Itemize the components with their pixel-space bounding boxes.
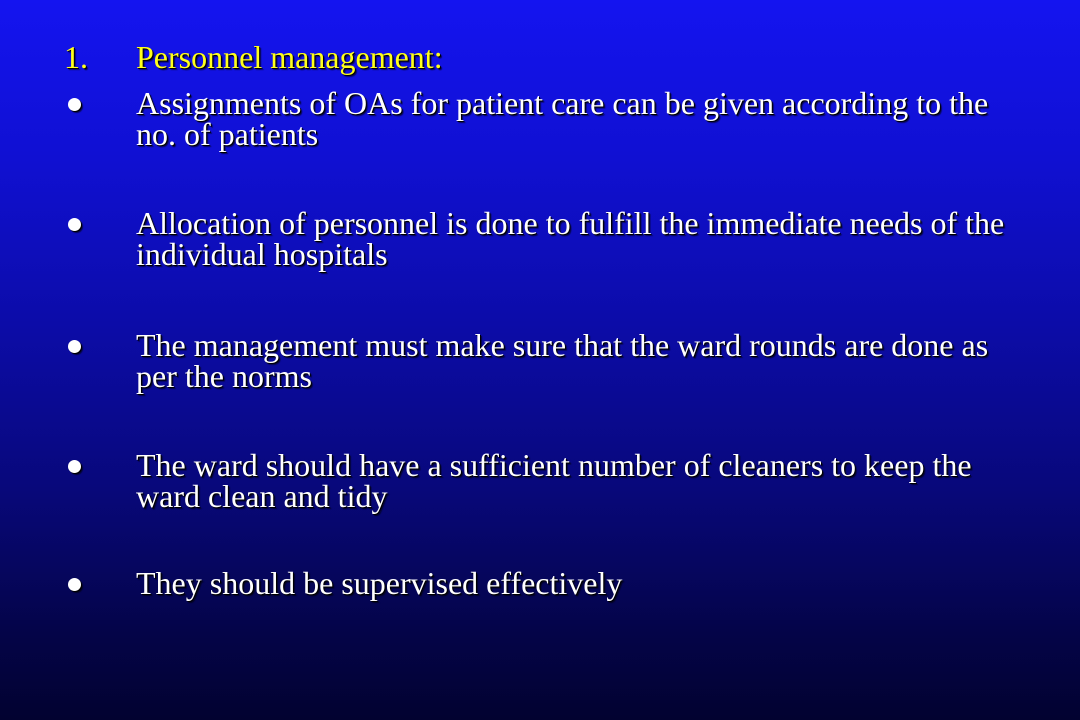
bullet-text: The management must make sure that the ward rounds are done as per the norms [136,327,989,394]
bullet-text: The ward should have a sufficient number of cleaners to keep the ward clean and tidy [136,447,972,514]
bullet-dot-icon [68,578,81,591]
bullet-item [64,327,1024,394]
bullet-text: Assignments of OAs for patient care can be given according to the no. of patients [136,85,989,152]
heading-text: Personnel management: [136,39,443,75]
bullet-text: Allocation of personnel is done to fulfill the immediate needs of the individual hospitals [136,205,1005,272]
bullet-item [64,565,1024,601]
bullet-item [64,447,1024,514]
bullet-dot-icon [68,98,81,111]
bullet-dot-icon [68,218,81,231]
heading-number: 1. [64,39,88,75]
bullet-text: They should be supervised effectively [136,565,623,601]
bullet-item [64,85,1024,152]
slide-heading [64,40,443,80]
bullet-dot-icon [68,460,81,473]
bullet-dot-icon [68,340,81,353]
bullet-item [64,205,1024,272]
